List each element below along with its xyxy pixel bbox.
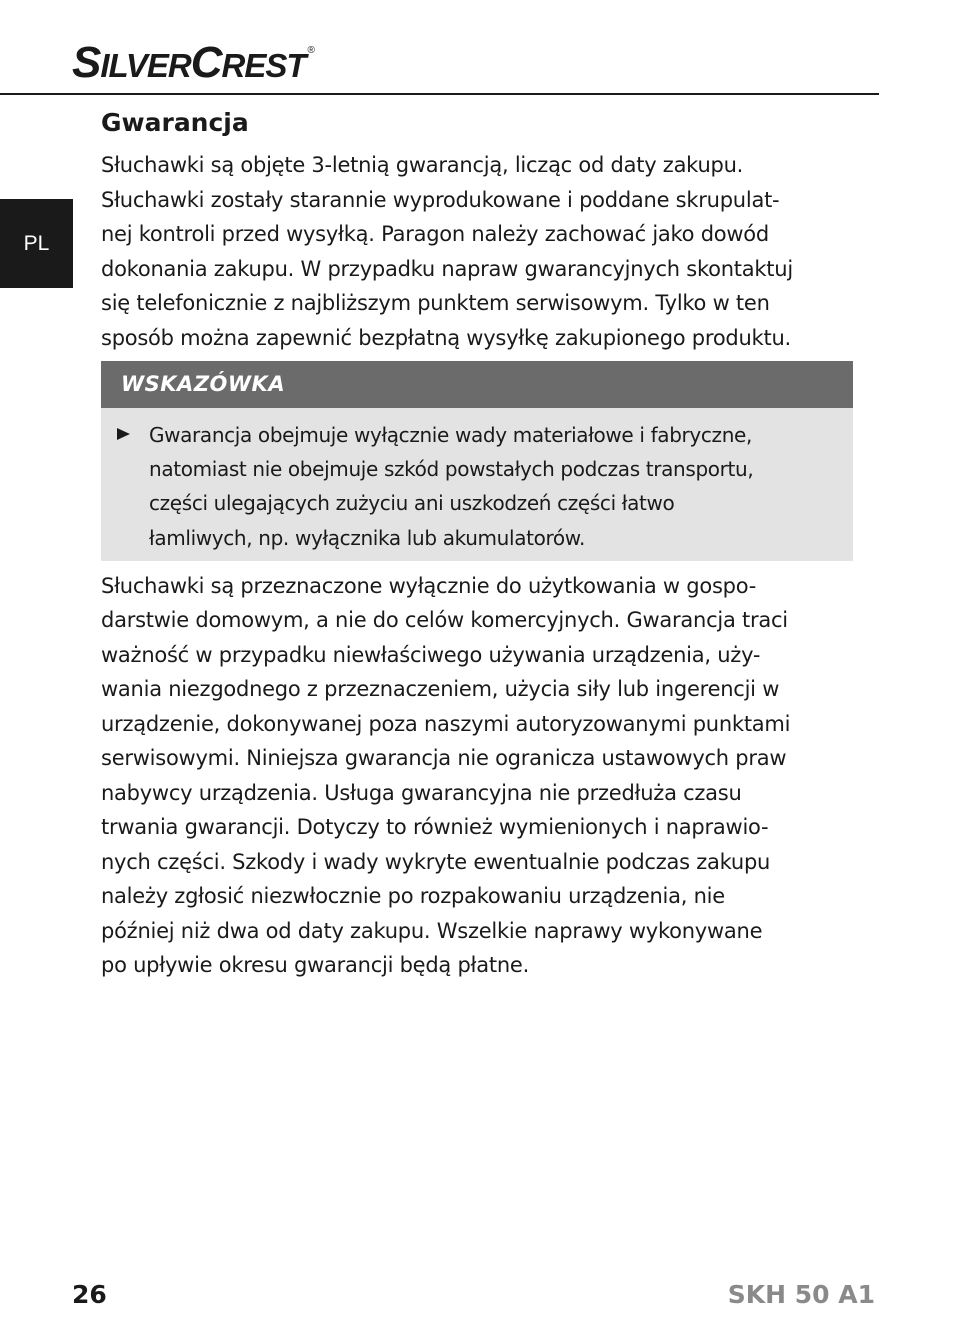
paragraph-line: później niż dwa od daty zakupu. Wszelkie naprawy wykonywane	[101, 918, 763, 943]
logo-initial-c: C	[190, 38, 222, 87]
paragraph-line: po upływie okresu gwarancji będą płatne.	[101, 953, 530, 978]
paragraph-line: sposób można zapewnić bezpłatną wysyłkę zakupionego produktu.	[101, 325, 791, 350]
note-line: Gwarancja obejmuje wyłącznie wady materiałowe i fabryczne,	[149, 423, 752, 447]
paragraph-line: się telefonicznie z najbliższym punktem serwisowym. Tylko w ten	[101, 291, 770, 315]
paragraph-line: Słuchawki są objęte 3-letnią gwarancją, licząc od daty zakupu.	[101, 153, 744, 177]
note-box	[101, 361, 853, 561]
triangle-right-icon	[117, 428, 130, 440]
note-line: łamliwych, np. wyłącznika lub akumulatorów.	[149, 525, 585, 550]
header-divider	[0, 93, 879, 95]
paragraph-line: dokonania zakupu. W przypadku napraw gwarancyjnych skontaktuj	[101, 256, 793, 281]
paragraph-line: trwania gwarancji. Dotyczy to również wymienionych i naprawio-	[101, 815, 769, 840]
note-line: części ulegających zużyciu ani uszkodzeń części łatwo	[149, 491, 675, 516]
paragraph-line: wania niezgodnego z przeznaczeniem, użycia siły lub ingerencji w	[101, 677, 780, 702]
paragraph-line: nych części. Szkody i wady wykryte ewentualnie podczas zakupu	[101, 849, 771, 874]
paragraph-line: Słuchawki zostały starannie wyprodukowane i poddane skrupulat-	[101, 187, 780, 212]
paragraph-2	[101, 569, 853, 983]
language-tab	[0, 199, 73, 288]
page-number: 26	[72, 1280, 107, 1309]
paragraph-line: serwisowymi. Niniejsza gwarancja nie ogranicza ustawowych praw	[101, 746, 787, 771]
model-number: SKH 50 A1	[727, 1280, 875, 1309]
paragraph-line: urządzenie, dokonywanej poza naszymi autoryzowanymi punktami	[101, 711, 791, 736]
paragraph-line: nabywcy urządzenia. Usługa gwarancyjna nie przedłuża czasu	[101, 780, 742, 805]
paragraph-line: Słuchawki są przeznaczone wyłącznie do użytkowania w gospo-	[101, 573, 757, 598]
silvercrest-logo	[72, 40, 314, 86]
logo-initial-s: S	[72, 38, 101, 87]
paragraph-line: darstwie domowym, a nie do celów komercyjnych. Gwarancja traci	[101, 608, 788, 633]
note-line: natomiast nie obejmuje szkód powstałych podczas transportu,	[149, 457, 754, 482]
paragraph-line: ważność w przypadku niewłaściwego używania urządzenia, uży-	[101, 642, 761, 667]
logo-text-ilver: ILVER	[100, 47, 191, 84]
note-bullet	[101, 408, 853, 561]
registered-mark: ®	[307, 45, 314, 56]
paragraph-1	[101, 148, 853, 355]
main-content	[101, 104, 853, 983]
logo-text-rest: REST	[221, 47, 306, 84]
paragraph-line: nej kontroli przed wysyłką. Paragon należy zachować jako dowód	[101, 222, 769, 246]
language-tab-label: PL	[23, 231, 50, 255]
section-title: Gwarancja	[101, 108, 249, 137]
note-title: WSKAZÓWKA	[101, 361, 853, 408]
paragraph-line: należy zgłosić niezwłocznie po rozpakowaniu urządzenia, nie	[101, 884, 725, 909]
